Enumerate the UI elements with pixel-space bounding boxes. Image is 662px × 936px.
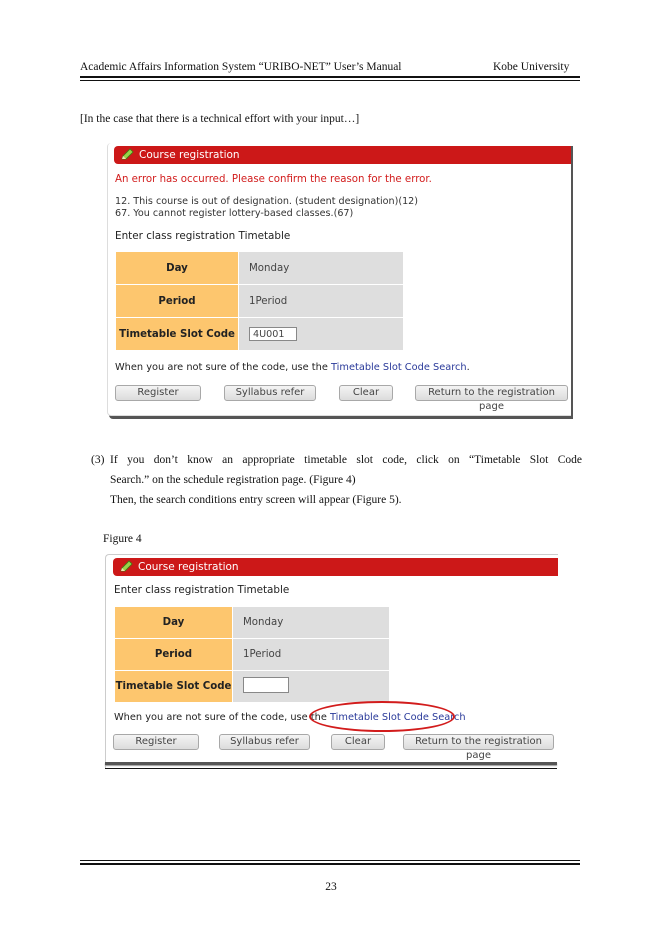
panel-bottom-shadow: [105, 762, 557, 765]
code-hint: [115, 362, 470, 373]
panel-titlebar: [113, 558, 558, 576]
period-label: Period: [116, 285, 239, 318]
page-number: 23: [325, 881, 337, 893]
slot-code-cell: [233, 671, 390, 703]
slot-code-search-link[interactable]: Timetable Slot Code Search: [331, 362, 467, 373]
code-hint-text: When you are not sure of the code, use the: [115, 362, 331, 373]
day-value: Monday: [239, 252, 404, 285]
return-registration-button[interactable]: Return to the registration page: [403, 734, 554, 750]
form-heading: Enter class registration Timetable: [114, 584, 290, 596]
figure-caption: Figure 4: [103, 533, 142, 545]
highlight-ellipse: [309, 701, 455, 732]
syllabus-refer-button[interactable]: Syllabus refer: [219, 734, 310, 750]
panel-titlebar: [114, 146, 571, 164]
day-value: Monday: [233, 607, 390, 639]
panel-title: Course registration: [139, 149, 240, 161]
clear-button[interactable]: Clear: [339, 385, 393, 401]
clear-button[interactable]: Clear: [331, 734, 385, 750]
footer-rule-thin: [80, 860, 580, 861]
syllabus-refer-button[interactable]: Syllabus refer: [224, 385, 316, 401]
course-registration-panel-figure4: [105, 554, 558, 769]
error-message: An error has occurred. Please confirm the reason for the error.: [115, 174, 432, 185]
registration-form-table: [114, 606, 390, 703]
slot-code-cell: [239, 318, 404, 351]
step-line-2: Search.” on the schedule registration page. (Figure 4): [110, 474, 356, 486]
slot-code-input[interactable]: 4U001: [249, 327, 297, 341]
register-button[interactable]: Register: [115, 385, 201, 401]
course-registration-panel-error: [107, 143, 571, 416]
university-name: Kobe University: [493, 61, 570, 73]
day-label: Day: [116, 252, 239, 285]
return-registration-button[interactable]: Return to the registration page: [415, 385, 568, 401]
step-line-1: If you don’t know an appropriate timetable slot code, click on “Timetable Slot Code: [110, 454, 582, 466]
period-value: 1Period: [233, 639, 390, 671]
register-button[interactable]: Register: [113, 734, 199, 750]
slot-code-label: Timetable Slot Code: [115, 671, 233, 703]
day-label: Day: [115, 607, 233, 639]
code-hint-period: .: [466, 362, 470, 373]
error-detail-67: 67. You cannot register lottery-based classes.(67): [115, 208, 354, 219]
header-rule-thin: [80, 80, 580, 81]
intro-text: [In the case that there is a technical effort with your input…]: [80, 113, 360, 125]
error-detail-12: 12. This course is out of designation. (student designation)(12): [115, 196, 419, 207]
step-line-3: Then, the search conditions entry screen will appear (Figure 5).: [110, 494, 402, 506]
registration-form-table: [115, 251, 404, 351]
pencil-icon: [119, 560, 133, 574]
pencil-icon: [120, 148, 134, 162]
slot-code-input[interactable]: [243, 677, 289, 693]
period-label: Period: [115, 639, 233, 671]
form-heading: Enter class registration Timetable: [115, 230, 291, 242]
period-value: 1Period: [239, 285, 404, 318]
code-hint-text: When you are not sure of the code, use the: [114, 712, 330, 723]
panel-bottom-rule: [105, 768, 557, 769]
manual-title: Academic Affairs Information System “URIBO-NET” User’s Manual: [80, 61, 402, 73]
header-rule: [80, 76, 580, 78]
step-number: (3): [91, 454, 105, 466]
slot-code-search-link[interactable]: Timetable Slot Code Search: [330, 712, 466, 723]
slot-code-label: Timetable Slot Code: [116, 318, 239, 351]
footer-rule: [80, 863, 580, 865]
panel-title: Course registration: [138, 561, 239, 573]
